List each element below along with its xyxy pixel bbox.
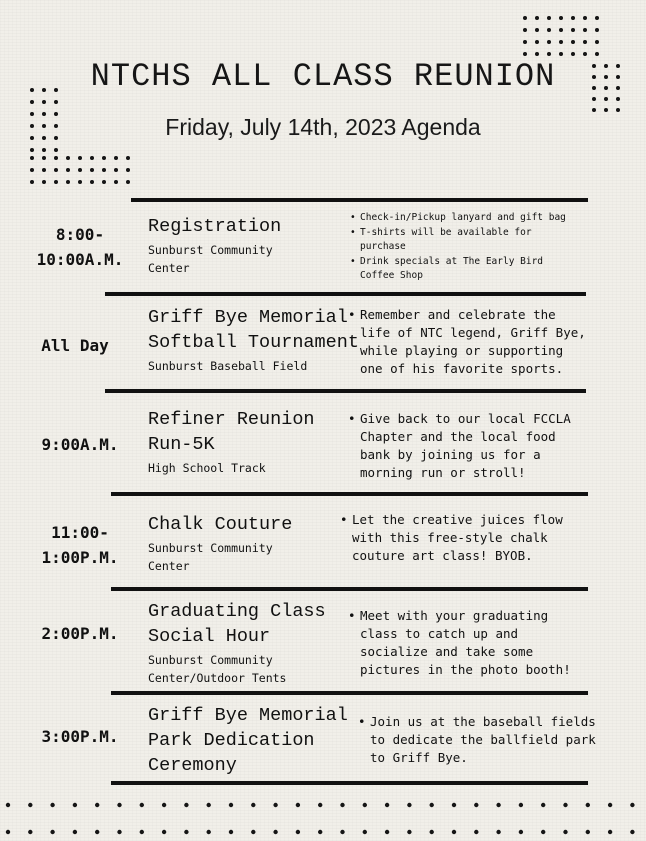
decorative-dot xyxy=(95,803,99,807)
decorative-dot xyxy=(117,803,121,807)
decorative-dots-top-left xyxy=(28,86,138,196)
note-item: • Check-in/Pickup lanyard and gift bag xyxy=(350,211,600,226)
agenda-event xyxy=(148,599,326,687)
agenda-time: 3:00P.M. xyxy=(41,727,119,746)
decorative-dot xyxy=(592,108,596,112)
decorative-dot xyxy=(50,803,54,807)
decorative-dot xyxy=(28,830,32,834)
decorative-dot xyxy=(571,28,575,32)
decorative-dot xyxy=(90,156,94,160)
decorative-dot xyxy=(184,803,188,807)
event-location: High School Track xyxy=(148,461,266,475)
decorative-dot xyxy=(54,168,58,172)
note-item: • Let the creative juices flow with this free-style chalk couture art class! BYOB. xyxy=(340,511,610,565)
decorative-dot xyxy=(586,830,590,834)
decorative-dot xyxy=(407,830,411,834)
decorative-dot xyxy=(114,180,118,184)
decorative-dot xyxy=(229,803,233,807)
decorative-dot xyxy=(583,28,587,32)
decorative-dot xyxy=(54,180,58,184)
decorative-dot xyxy=(102,168,106,172)
decorative-dot xyxy=(571,16,575,20)
decorative-dot xyxy=(474,803,478,807)
decorative-dot xyxy=(608,830,612,834)
decorative-dot xyxy=(30,148,34,152)
decorative-dot xyxy=(114,156,118,160)
divider xyxy=(111,587,588,591)
decorative-dot xyxy=(571,40,575,44)
decorative-dot xyxy=(563,830,567,834)
decorative-dot xyxy=(251,830,255,834)
decorative-dot xyxy=(30,180,34,184)
decorative-dots-bottom xyxy=(0,798,646,841)
decorative-dot xyxy=(126,168,130,172)
event-name: Refiner Reunion Run-5K xyxy=(148,409,315,455)
decorative-dot xyxy=(519,803,523,807)
decorative-dot xyxy=(126,156,130,160)
agenda-time: 8:00- 10:00A.M. xyxy=(36,225,124,269)
decorative-dot xyxy=(452,803,456,807)
decorative-dot xyxy=(547,28,551,32)
decorative-dot xyxy=(162,803,166,807)
decorative-dot xyxy=(604,108,608,112)
decorative-dot xyxy=(102,180,106,184)
note-item: • T-shirts will be available for purchase xyxy=(350,226,600,255)
agenda-time: 2:00P.M. xyxy=(41,624,119,643)
decorative-dot xyxy=(340,803,344,807)
decorative-dot xyxy=(595,28,599,32)
decorative-dot xyxy=(78,168,82,172)
divider xyxy=(105,389,586,393)
decorative-dot xyxy=(30,168,34,172)
decorative-dot xyxy=(162,830,166,834)
decorative-dot xyxy=(541,803,545,807)
decorative-dot xyxy=(496,803,500,807)
decorative-dot xyxy=(407,803,411,807)
event-name: Registration xyxy=(148,216,282,237)
decorative-dot xyxy=(385,830,389,834)
event-notes xyxy=(340,511,610,565)
note-item: • Join us at the baseball fields to dedicate the ballfield park to Griff Bye. xyxy=(358,713,618,767)
decorative-dot xyxy=(496,830,500,834)
decorative-dot xyxy=(42,180,46,184)
decorative-dot xyxy=(541,830,545,834)
decorative-dot xyxy=(66,180,70,184)
decorative-dot xyxy=(474,830,478,834)
decorative-dot xyxy=(535,28,539,32)
event-name: Chalk Couture xyxy=(148,514,293,535)
divider xyxy=(111,492,588,496)
agenda-time: 9:00A.M. xyxy=(41,435,119,454)
decorative-dot xyxy=(140,803,144,807)
event-name: Griff Bye Memorial Softball Tournament xyxy=(148,307,359,353)
decorative-dot xyxy=(28,803,32,807)
decorative-dot xyxy=(563,803,567,807)
decorative-dot xyxy=(363,803,367,807)
decorative-dot xyxy=(30,100,34,104)
decorative-dot xyxy=(630,803,634,807)
decorative-dot xyxy=(340,830,344,834)
decorative-dot xyxy=(30,156,34,160)
decorative-dot xyxy=(385,803,389,807)
decorative-dot xyxy=(54,100,58,104)
decorative-dot xyxy=(6,803,10,807)
decorative-dot xyxy=(102,156,106,160)
page-title: NTCHS ALL CLASS REUNION xyxy=(90,58,556,95)
decorative-dot xyxy=(583,16,587,20)
decorative-dot xyxy=(296,830,300,834)
decorative-dot xyxy=(207,803,211,807)
decorative-dot xyxy=(583,52,587,56)
decorative-dot xyxy=(523,28,527,32)
decorative-dot xyxy=(184,830,188,834)
agenda-event xyxy=(148,512,292,575)
decorative-dot xyxy=(559,52,563,56)
decorative-dot xyxy=(571,52,575,56)
decorative-dot xyxy=(430,830,434,834)
decorative-dot xyxy=(535,52,539,56)
decorative-dot xyxy=(616,97,620,101)
decorative-dot xyxy=(559,40,563,44)
agenda-event xyxy=(148,305,359,375)
decorative-dot xyxy=(608,803,612,807)
decorative-dot xyxy=(229,830,233,834)
decorative-dot xyxy=(114,168,118,172)
agenda-event xyxy=(148,407,315,477)
decorative-dot xyxy=(73,830,77,834)
decorative-dot xyxy=(207,830,211,834)
decorative-dot xyxy=(559,16,563,20)
event-location: Sunburst Community Center xyxy=(148,243,273,275)
decorative-dot xyxy=(595,52,599,56)
event-location: Sunburst Baseball Field xyxy=(148,359,308,373)
decorative-dot xyxy=(251,803,255,807)
note-item: • Drink specials at The Early Bird Coffee Shop xyxy=(350,255,600,284)
decorative-dot xyxy=(95,830,99,834)
decorative-dot xyxy=(42,148,46,152)
decorative-dot xyxy=(90,180,94,184)
decorative-dot xyxy=(296,803,300,807)
event-notes xyxy=(348,607,618,679)
decorative-dot xyxy=(535,16,539,20)
agenda-time: All Day xyxy=(41,336,109,355)
decorative-dot xyxy=(523,16,527,20)
decorative-dot xyxy=(66,156,70,160)
decorative-dot xyxy=(42,168,46,172)
decorative-dot xyxy=(595,16,599,20)
decorative-dot xyxy=(547,16,551,20)
decorative-dot xyxy=(604,97,608,101)
divider xyxy=(105,292,586,296)
decorative-dot xyxy=(318,830,322,834)
event-notes xyxy=(348,306,608,378)
decorative-dot xyxy=(50,830,54,834)
event-notes xyxy=(350,211,600,284)
event-location: Sunburst Community Center/Outdoor Tents xyxy=(148,653,287,685)
note-item: • Remember and celebrate the life of NTC legend, Griff Bye, while playing or supporting one of his favorite sports. xyxy=(348,306,608,378)
note-item: • Meet with your graduating class to catch up and socialize and take some pictures in the photo booth! xyxy=(348,607,618,679)
agenda-event xyxy=(148,703,348,778)
divider xyxy=(111,691,588,695)
note-item: • Give back to our local FCCLA Chapter and the local food bank by joining us for a morning run or stroll! xyxy=(348,410,608,482)
decorative-dot xyxy=(595,40,599,44)
divider xyxy=(131,198,588,202)
decorative-dot xyxy=(616,108,620,112)
decorative-dot xyxy=(42,156,46,160)
decorative-dot xyxy=(519,830,523,834)
decorative-dot xyxy=(363,830,367,834)
decorative-dot xyxy=(535,40,539,44)
event-name: Graduating Class Social Hour xyxy=(148,601,326,647)
decorative-dot xyxy=(430,803,434,807)
divider xyxy=(111,781,588,785)
decorative-dot xyxy=(140,830,144,834)
decorative-dot xyxy=(90,168,94,172)
event-notes xyxy=(358,713,618,767)
decorative-dot xyxy=(318,803,322,807)
decorative-dot xyxy=(54,148,58,152)
decorative-dot xyxy=(126,180,130,184)
event-notes xyxy=(348,410,608,482)
decorative-dot xyxy=(54,156,58,160)
decorative-dot xyxy=(78,180,82,184)
decorative-dot xyxy=(273,803,277,807)
decorative-dot xyxy=(6,830,10,834)
decorative-dot xyxy=(452,830,456,834)
decorative-dot xyxy=(523,40,527,44)
agenda-time: 11:00- 1:00P.M. xyxy=(41,523,119,567)
decorative-dot xyxy=(592,97,596,101)
decorative-dot xyxy=(42,100,46,104)
decorative-dot xyxy=(523,52,527,56)
event-location: Sunburst Community Center xyxy=(148,541,273,573)
decorative-dot xyxy=(78,156,82,160)
decorative-dot xyxy=(73,803,77,807)
decorative-dot xyxy=(630,830,634,834)
agenda-event xyxy=(148,214,281,277)
decorative-dot xyxy=(547,52,551,56)
page-subtitle: Friday, July 14th, 2023 Agenda xyxy=(165,114,481,140)
decorative-dot xyxy=(547,40,551,44)
decorative-dot xyxy=(586,803,590,807)
decorative-dot xyxy=(273,830,277,834)
event-name: Griff Bye Memorial Park Dedication Ceremony xyxy=(148,705,348,776)
decorative-dot xyxy=(117,830,121,834)
decorative-dot xyxy=(583,40,587,44)
decorative-dot xyxy=(559,28,563,32)
decorative-dot xyxy=(66,168,70,172)
